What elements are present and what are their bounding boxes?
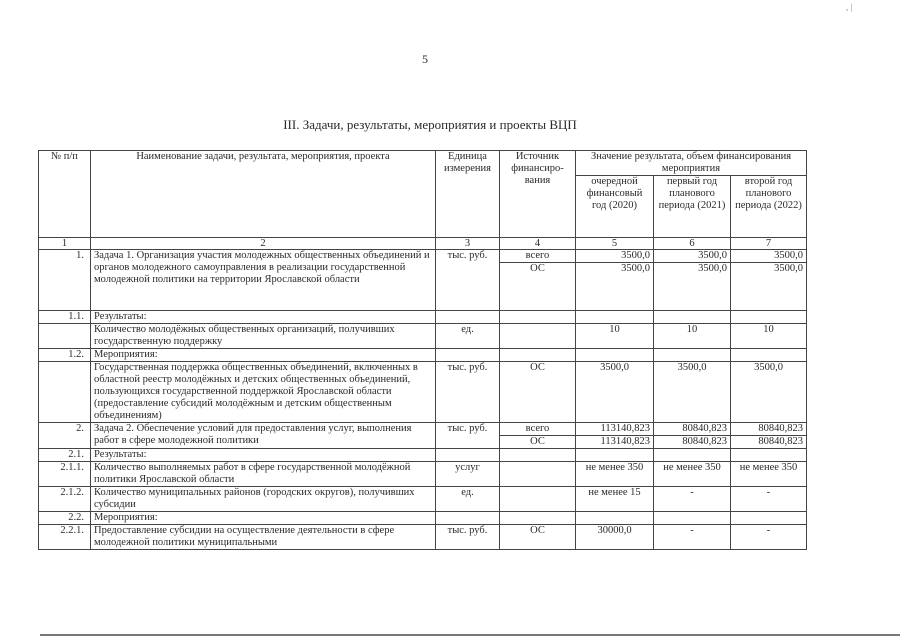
- value-2021: 10: [654, 324, 731, 349]
- header-year-2021: первый год планового периода (2021): [654, 176, 731, 238]
- value-2022: -: [731, 487, 807, 512]
- row-unit: ед.: [436, 487, 500, 512]
- col-number: 6: [654, 238, 731, 250]
- value-2020: 3500,0: [576, 263, 654, 311]
- value-2022: 3500,0: [731, 250, 807, 263]
- value-2021: 3500,0: [654, 362, 731, 423]
- value-2022: -: [731, 525, 807, 550]
- value-2021: 3500,0: [654, 250, 731, 263]
- table-row: [39, 525, 807, 550]
- value-2022: 80840,823: [731, 423, 807, 436]
- row-number: 2.2.1.: [39, 525, 91, 550]
- task-name: Задача 1. Организация участия молодежных общественных объединений и органов молодежного самоуправления в реализации государственной молодежной политики на территории Ярославской области: [91, 250, 436, 311]
- header-year-2020: очередной финансовый год (2020): [576, 176, 654, 238]
- row-unit: тыс. руб.: [436, 423, 500, 449]
- header-name: Наименование задачи, результата, мероприятия, проекта: [91, 151, 436, 238]
- row-number: 2.1.2.: [39, 487, 91, 512]
- row-number: 2.1.: [39, 449, 91, 462]
- row-source: ОС: [500, 436, 576, 449]
- header-year-2022: второй год планового периода (2022): [731, 176, 807, 238]
- value-2020: 113140,823: [576, 423, 654, 436]
- result-name: Количество муниципальных районов (городских округов), получивших субсидии: [91, 487, 436, 512]
- row-number: 1.: [39, 250, 91, 311]
- row-number: 2.: [39, 423, 91, 449]
- header-row-1: [39, 151, 807, 176]
- value-2022: 3500,0: [731, 362, 807, 423]
- table-row: [39, 512, 807, 525]
- value-2021: -: [654, 525, 731, 550]
- value-2020: 3500,0: [576, 250, 654, 263]
- column-number-row: [39, 238, 807, 250]
- bottom-divider: [40, 634, 900, 636]
- value-2021: 3500,0: [654, 263, 731, 311]
- row-source: всего: [500, 250, 576, 263]
- task-name: Задача 2. Обеспечение условий для предоставления услуг, выполнения работ в сфере молодежной политики: [91, 423, 436, 449]
- value-2020: не менее 350: [576, 462, 654, 487]
- value-2020: 3500,0: [576, 362, 654, 423]
- table-row: [39, 311, 807, 324]
- row-source: ОС: [500, 263, 576, 311]
- col-number: 2: [91, 238, 436, 250]
- row-unit: услуг: [436, 462, 500, 487]
- table-row: [39, 423, 807, 436]
- header-value-group: Значение результата, объем финансирования мероприятия: [576, 151, 807, 176]
- table-row: [39, 462, 807, 487]
- section-label: Результаты:: [91, 311, 436, 324]
- row-source: ОС: [500, 362, 576, 423]
- table-row: [39, 250, 807, 263]
- row-unit: ед.: [436, 324, 500, 349]
- col-number: 7: [731, 238, 807, 250]
- header-num: № п/п: [39, 151, 91, 238]
- table-row: [39, 324, 807, 349]
- section-label: Результаты:: [91, 449, 436, 462]
- col-number: 1: [39, 238, 91, 250]
- col-number: 3: [436, 238, 500, 250]
- row-unit: тыс. руб.: [436, 250, 500, 311]
- row-unit: тыс. руб.: [436, 362, 500, 423]
- table-row: [39, 449, 807, 462]
- table-row: [39, 349, 807, 362]
- value-2021: не менее 350: [654, 462, 731, 487]
- corner-mark: , |: [846, 2, 853, 12]
- header-unit: Единица измерения: [436, 151, 500, 238]
- row-number: 1.2.: [39, 349, 91, 362]
- header-source: Источник финансиро- вания: [500, 151, 576, 238]
- section-label: Мероприятия:: [91, 349, 436, 362]
- value-2022: 10: [731, 324, 807, 349]
- value-2020: 10: [576, 324, 654, 349]
- value-2020: 113140,823: [576, 436, 654, 449]
- result-name: Количество молодёжных общественных организаций, получивших государственную поддержку: [91, 324, 436, 349]
- table-row: [39, 362, 807, 423]
- value-2021: 80840,823: [654, 423, 731, 436]
- value-2022: 80840,823: [731, 436, 807, 449]
- row-unit: тыс. руб.: [436, 525, 500, 550]
- value-2021: -: [654, 487, 731, 512]
- col-number: 4: [500, 238, 576, 250]
- value-2022: 3500,0: [731, 263, 807, 311]
- row-number: 2.2.: [39, 512, 91, 525]
- activity-name: Предоставление субсидии на осуществление деятельности в сфере молодежной политики муниципальными: [91, 525, 436, 550]
- value-2021: 80840,823: [654, 436, 731, 449]
- activity-name: Государственная поддержка общественных объединений, включенных в областной реестр молодёжных и детских общественных объединений, пользующихся государственной поддержкой Ярославской области (предоставление субсидий молодёжным и детским общественным объединениям): [91, 362, 436, 423]
- value-2022: не менее 350: [731, 462, 807, 487]
- row-number: 2.1.1.: [39, 462, 91, 487]
- value-2020: 30000,0: [576, 525, 654, 550]
- table-row: [39, 487, 807, 512]
- row-source: ОС: [500, 525, 576, 550]
- section-label: Мероприятия:: [91, 512, 436, 525]
- section-heading: III. Задачи, результаты, мероприятия и проекты ВЦП: [283, 117, 577, 132]
- row-source: всего: [500, 423, 576, 436]
- value-2020: не менее 15: [576, 487, 654, 512]
- row-number: 1.1.: [39, 311, 91, 324]
- col-number: 5: [576, 238, 654, 250]
- page-number: 5: [422, 52, 428, 66]
- vcp-table: [38, 150, 807, 550]
- result-name: Количество выполняемых работ в сфере государственной молодёжной политики Ярославской области: [91, 462, 436, 487]
